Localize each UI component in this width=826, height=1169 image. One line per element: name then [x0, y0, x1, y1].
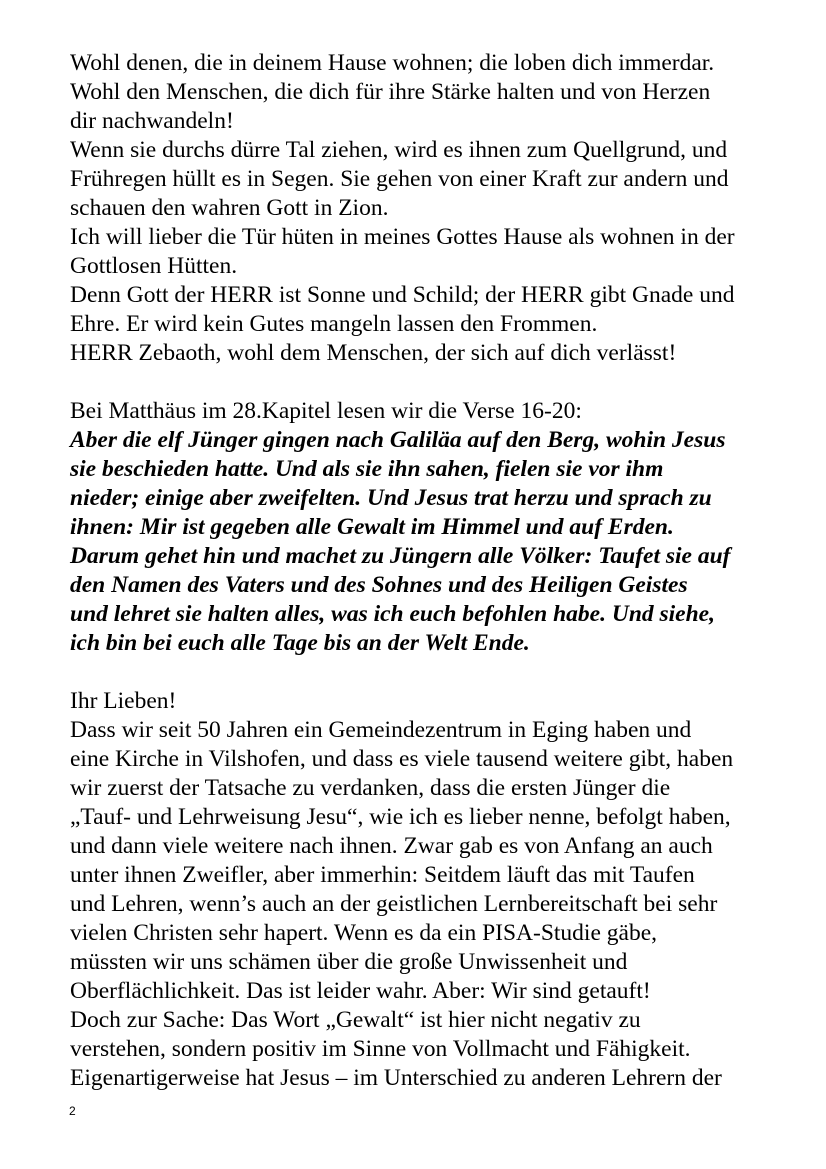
psalm-passage [70, 49, 790, 368]
sermon-line: und Lehren, wenn’s auch an der geistlichen Lernbereitschaft bei sehr [70, 891, 718, 917]
psalm-line: Ehre. Er wird kein Gutes mangeln lassen den Frommen. [70, 311, 598, 337]
sermon-line: Oberflächlichkeit. Das ist leider wahr. Aber: Wir sind getauft! [70, 978, 651, 1004]
bible-quote-line: Darum gehet hin und machet zu Jüngern alle Völker: Taufet sie auf [70, 543, 731, 569]
sermon-line: wir zuerst der Tatsache zu verdanken, dass die ersten Jünger die [70, 775, 671, 801]
psalm-line: Wenn sie durchs dürre Tal ziehen, wird es ihnen zum Quellgrund, und [70, 137, 728, 163]
bible-quote [70, 426, 790, 658]
bible-quote-line: Aber die elf Jünger gingen nach Galiläa auf den Berg, wohin Jesus [70, 427, 726, 453]
bible-quote-line: sie beschieden hatte. Und als sie ihn sahen, fielen sie vor ihm [70, 456, 664, 482]
bible-quote-line: ich bin bei euch alle Tage bis an der Welt Ende. [70, 630, 530, 656]
sermon-line: Eigenartigerweise hat Jesus – im Unterschied zu anderen Lehrern der [70, 1065, 722, 1091]
document-page [70, 49, 790, 1093]
psalm-line: schauen den wahren Gott in Zion. [70, 195, 389, 221]
scripture-reading [70, 397, 790, 658]
bible-quote-line: den Namen des Vaters und des Sohnes und des Heiligen Geistes [70, 572, 688, 598]
sermon-line: vielen Christen sehr hapert. Wenn es da ein PISA-Studie gäbe, [70, 920, 657, 946]
psalm-line: Denn Gott der HERR ist Sonne und Schild; der HERR gibt Gnade und [70, 282, 735, 308]
psalm-line: dir nachwandeln! [70, 108, 234, 134]
sermon-line: und dann viele weitere nach ihnen. Zwar gab es von Anfang an auch [70, 833, 713, 859]
bible-quote-line: und lehret sie halten alles, was ich euch befohlen habe. Und siehe, [70, 601, 715, 627]
paragraph-spacer [70, 658, 790, 687]
psalm-line: HERR Zebaoth, wohl dem Menschen, der sich auf dich verlässt! [70, 340, 677, 366]
sermon-text [70, 687, 790, 1093]
page-number: 2 [69, 1104, 76, 1118]
sermon-line: unter ihnen Zweifler, aber immerhin: Seitdem läuft das mit Taufen [70, 862, 695, 888]
sermon-line: Doch zur Sache: Das Wort „Gewalt“ ist hier nicht negativ zu [70, 1007, 641, 1033]
psalm-line: Frühregen hüllt es in Segen. Sie gehen von einer Kraft zur andern und [70, 166, 729, 192]
psalm-line: Wohl den Menschen, die dich für ihre Stärke halten und von Herzen [70, 79, 711, 105]
bible-quote-line: ihnen: Mir ist gegeben alle Gewalt im Himmel und auf Erden. [70, 514, 674, 540]
sermon-line: verstehen, sondern positiv im Sinne von Vollmacht und Fähigkeit. [70, 1036, 691, 1062]
reading-intro: Bei Matthäus im 28.Kapitel lesen wir die Verse 16-20: [70, 398, 582, 424]
psalm-line: Ich will lieber die Tür hüten in meines Gottes Hause als wohnen in der [70, 224, 735, 250]
sermon-line: Dass wir seit 50 Jahren ein Gemeindezentrum in Eging haben und [70, 717, 692, 743]
sermon-line: eine Kirche in Vilshofen, und dass es viele tausend weitere gibt, haben [70, 746, 734, 772]
psalm-line: Wohl denen, die in deinem Hause wohnen; die loben dich immerdar. [70, 50, 715, 76]
bible-quote-line: nieder; einige aber zweifelten. Und Jesus trat herzu und sprach zu [70, 485, 712, 511]
psalm-line: Gottlosen Hütten. [70, 253, 238, 279]
paragraph-spacer [70, 368, 790, 397]
sermon-line: „Tauf- und Lehrweisung Jesu“, wie ich es lieber nenne, befolgt haben, [70, 804, 731, 830]
sermon-line: müssten wir uns schämen über die große Unwissenheit und [70, 949, 628, 975]
sermon-greeting: Ihr Lieben! [70, 688, 177, 714]
